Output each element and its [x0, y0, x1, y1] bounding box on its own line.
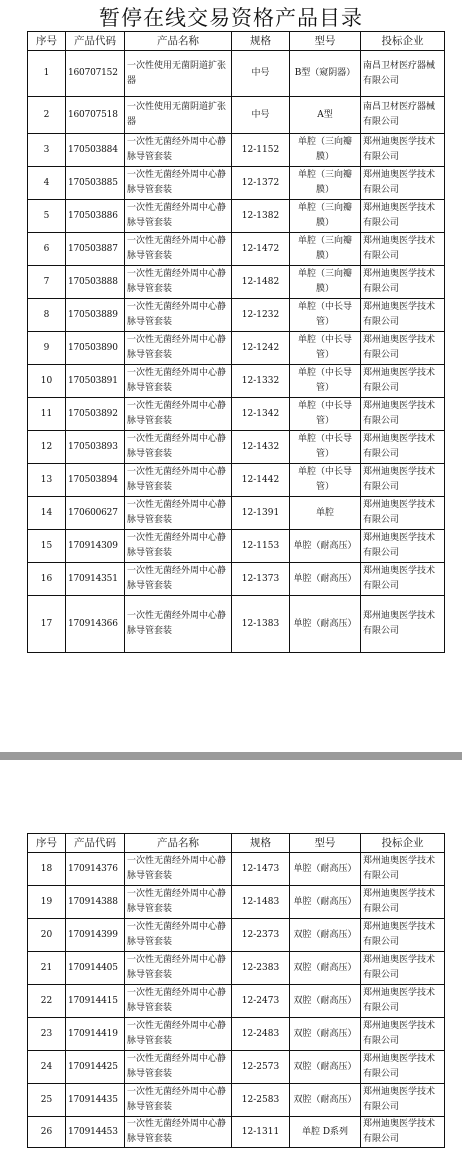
cell-enterprise: 郑州迪奥医学技术有限公司	[361, 266, 445, 299]
cell-product-name: 一次性使用无菌阴道扩张器	[125, 97, 232, 134]
cell-seq: 14	[28, 497, 66, 530]
cell-seq: 16	[28, 563, 66, 596]
header-seq: 序号	[28, 834, 66, 853]
cell-product-name: 一次性无菌经外周中心静脉导管套装	[125, 952, 232, 985]
cell-seq: 4	[28, 167, 66, 200]
cell-model: 单腔（中长导管）	[290, 365, 361, 398]
cell-product-code: 170914366	[66, 596, 125, 653]
cell-enterprise: 郑州迪奥医学技术有限公司	[361, 886, 445, 919]
cell-spec: 12-2483	[232, 1018, 290, 1051]
cell-spec: 12-1472	[232, 233, 290, 266]
table-row	[28, 1084, 445, 1117]
header-code: 产品代码	[66, 32, 125, 51]
cell-product-name: 一次性无菌经外周中心静脉导管套装	[125, 167, 232, 200]
cell-product-name: 一次性无菌经外周中心静脉导管套装	[125, 919, 232, 952]
cell-product-name: 一次性无菌经外周中心静脉导管套装	[125, 233, 232, 266]
cell-model: 单腔 D系列	[290, 1117, 361, 1148]
cell-seq: 26	[28, 1117, 66, 1148]
cell-product-code: 170503887	[66, 233, 125, 266]
cell-model: 双腔（耐高压）	[290, 952, 361, 985]
cell-seq: 9	[28, 332, 66, 365]
cell-model: 双腔（耐高压）	[290, 919, 361, 952]
cell-seq: 18	[28, 853, 66, 886]
cell-enterprise: 郑州迪奥医学技术有限公司	[361, 332, 445, 365]
table-row	[28, 299, 445, 332]
cell-model: 双腔（耐高压）	[290, 985, 361, 1018]
cell-spec: 12-1311	[232, 1117, 290, 1148]
cell-seq: 23	[28, 1018, 66, 1051]
header-model: 型号	[290, 834, 361, 853]
cell-seq: 24	[28, 1051, 66, 1084]
cell-model: 单腔（三向瓣膜）	[290, 266, 361, 299]
cell-spec: 12-2473	[232, 985, 290, 1018]
cell-model: 单腔（三向瓣膜）	[290, 134, 361, 167]
cell-seq: 1	[28, 51, 66, 97]
cell-enterprise: 郑州迪奥医学技术有限公司	[361, 1084, 445, 1117]
header-model: 型号	[290, 32, 361, 51]
cell-product-code: 170503893	[66, 431, 125, 464]
header-name: 产品名称	[125, 32, 232, 51]
cell-product-code: 170503884	[66, 134, 125, 167]
page-separator	[0, 752, 462, 760]
cell-spec: 12-1442	[232, 464, 290, 497]
cell-seq: 15	[28, 530, 66, 563]
catalog-table-page-2	[27, 833, 445, 1148]
table-row	[28, 596, 445, 653]
table-row	[28, 464, 445, 497]
cell-seq: 3	[28, 134, 66, 167]
cell-model: 单腔（中长导管）	[290, 398, 361, 431]
cell-product-code: 170503892	[66, 398, 125, 431]
cell-enterprise: 郑州迪奥医学技术有限公司	[361, 200, 445, 233]
cell-product-code: 170914425	[66, 1051, 125, 1084]
cell-product-code: 170503894	[66, 464, 125, 497]
cell-model: 单腔（三向瓣膜）	[290, 233, 361, 266]
table-row	[28, 530, 445, 563]
table-row	[28, 233, 445, 266]
cell-seq: 21	[28, 952, 66, 985]
cell-spec: 12-1432	[232, 431, 290, 464]
cell-enterprise: 郑州迪奥医学技术有限公司	[361, 853, 445, 886]
cell-enterprise: 郑州迪奥医学技术有限公司	[361, 431, 445, 464]
cell-product-name: 一次性无菌经外周中心静脉导管套装	[125, 886, 232, 919]
cell-model: 单腔（耐高压）	[290, 530, 361, 563]
table-row	[28, 853, 445, 886]
cell-model: 单腔（耐高压）	[290, 596, 361, 653]
cell-spec: 12-1382	[232, 200, 290, 233]
cell-spec: 12-1482	[232, 266, 290, 299]
cell-enterprise: 郑州迪奥医学技术有限公司	[361, 497, 445, 530]
cell-enterprise: 郑州迪奥医学技术有限公司	[361, 365, 445, 398]
cell-enterprise: 郑州迪奥医学技术有限公司	[361, 919, 445, 952]
table-row	[28, 985, 445, 1018]
cell-enterprise: 郑州迪奥医学技术有限公司	[361, 398, 445, 431]
cell-spec: 12-2573	[232, 1051, 290, 1084]
cell-enterprise: 郑州迪奥医学技术有限公司	[361, 952, 445, 985]
cell-spec: 12-2383	[232, 952, 290, 985]
cell-product-name: 一次性无菌经外周中心静脉导管套装	[125, 1051, 232, 1084]
table-row	[28, 886, 445, 919]
header-enterprise: 投标企业	[361, 32, 445, 51]
cell-product-code: 170914415	[66, 985, 125, 1018]
cell-product-code: 170503891	[66, 365, 125, 398]
table-row	[28, 563, 445, 596]
cell-enterprise: 郑州迪奥医学技术有限公司	[361, 596, 445, 653]
cell-product-name: 一次性无菌经外周中心静脉导管套装	[125, 1084, 232, 1117]
cell-spec: 12-1391	[232, 497, 290, 530]
table-row	[28, 398, 445, 431]
cell-model: 单腔	[290, 497, 361, 530]
cell-product-name: 一次性无菌经外周中心静脉导管套装	[125, 853, 232, 886]
cell-model: 单腔（中长导管）	[290, 431, 361, 464]
cell-product-code: 170503888	[66, 266, 125, 299]
cell-enterprise: 郑州迪奥医学技术有限公司	[361, 530, 445, 563]
cell-product-code: 170914435	[66, 1084, 125, 1117]
cell-enterprise: 郑州迪奥医学技术有限公司	[361, 1117, 445, 1148]
cell-product-code: 170914419	[66, 1018, 125, 1051]
cell-seq: 20	[28, 919, 66, 952]
cell-product-name: 一次性无菌经外周中心静脉导管套装	[125, 985, 232, 1018]
cell-enterprise: 郑州迪奥医学技术有限公司	[361, 167, 445, 200]
cell-model: 单腔（中长导管）	[290, 299, 361, 332]
cell-spec: 中号	[232, 51, 290, 97]
cell-spec: 12-1152	[232, 134, 290, 167]
cell-spec: 12-1232	[232, 299, 290, 332]
header-spec: 规格	[232, 32, 290, 51]
cell-seq: 19	[28, 886, 66, 919]
cell-enterprise: 郑州迪奥医学技术有限公司	[361, 563, 445, 596]
table-row	[28, 51, 445, 97]
table-row	[28, 1018, 445, 1051]
cell-product-code: 170600627	[66, 497, 125, 530]
cell-seq: 7	[28, 266, 66, 299]
cell-model: 单腔（三向瓣膜）	[290, 167, 361, 200]
table-row	[28, 134, 445, 167]
cell-model: 单腔（耐高压）	[290, 886, 361, 919]
cell-spec: 12-1342	[232, 398, 290, 431]
cell-model: 单腔（中长导管）	[290, 332, 361, 365]
cell-product-name: 一次性无菌经外周中心静脉导管套装	[125, 530, 232, 563]
cell-product-name: 一次性无菌经外周中心静脉导管套装	[125, 332, 232, 365]
cell-seq: 2	[28, 97, 66, 134]
cell-product-name: 一次性无菌经外周中心静脉导管套装	[125, 1117, 232, 1148]
table-row	[28, 952, 445, 985]
table-row	[28, 266, 445, 299]
cell-product-code: 170914351	[66, 563, 125, 596]
cell-seq: 10	[28, 365, 66, 398]
cell-product-code: 170914399	[66, 919, 125, 952]
cell-spec: 12-1383	[232, 596, 290, 653]
cell-enterprise: 郑州迪奥医学技术有限公司	[361, 464, 445, 497]
page-title: 暂停在线交易资格产品目录	[99, 6, 363, 30]
cell-seq: 25	[28, 1084, 66, 1117]
cell-spec: 12-2583	[232, 1084, 290, 1117]
cell-model: A型	[290, 97, 361, 134]
cell-product-name: 一次性无菌经外周中心静脉导管套装	[125, 1018, 232, 1051]
cell-spec: 12-2373	[232, 919, 290, 952]
table-row	[28, 332, 445, 365]
cell-product-name: 一次性无菌经外周中心静脉导管套装	[125, 431, 232, 464]
table-header-row	[28, 32, 445, 51]
cell-product-name: 一次性无菌经外周中心静脉导管套装	[125, 497, 232, 530]
cell-seq: 22	[28, 985, 66, 1018]
cell-model: 单腔（中长导管）	[290, 464, 361, 497]
cell-product-name: 一次性无菌经外周中心静脉导管套装	[125, 365, 232, 398]
table-row	[28, 497, 445, 530]
cell-product-code: 170914376	[66, 853, 125, 886]
table-row	[28, 919, 445, 952]
table-row	[28, 167, 445, 200]
cell-product-code: 160707152	[66, 51, 125, 97]
cell-enterprise: 南昌卫材医疗器械有限公司	[361, 97, 445, 134]
cell-model: 单腔（三向瓣膜）	[290, 200, 361, 233]
cell-spec: 12-1153	[232, 530, 290, 563]
cell-product-code: 170914309	[66, 530, 125, 563]
table-row	[28, 200, 445, 233]
cell-product-code: 170503889	[66, 299, 125, 332]
cell-enterprise: 郑州迪奥医学技术有限公司	[361, 1018, 445, 1051]
cell-seq: 17	[28, 596, 66, 653]
cell-seq: 5	[28, 200, 66, 233]
cell-spec: 12-1242	[232, 332, 290, 365]
cell-product-name: 一次性使用无菌阴道扩张器	[125, 51, 232, 97]
cell-spec: 12-1372	[232, 167, 290, 200]
cell-product-code: 160707518	[66, 97, 125, 134]
cell-product-code: 170503885	[66, 167, 125, 200]
table-row	[28, 1051, 445, 1084]
cell-enterprise: 郑州迪奥医学技术有限公司	[361, 985, 445, 1018]
cell-spec: 12-1373	[232, 563, 290, 596]
cell-spec: 12-1483	[232, 886, 290, 919]
cell-model: 双腔（耐高压）	[290, 1018, 361, 1051]
cell-product-code: 170914453	[66, 1117, 125, 1148]
cell-product-name: 一次性无菌经外周中心静脉导管套装	[125, 563, 232, 596]
table-row	[28, 97, 445, 134]
cell-seq: 13	[28, 464, 66, 497]
cell-model: 双腔（耐高压）	[290, 1051, 361, 1084]
table-row	[28, 1117, 445, 1148]
table-header-row	[28, 834, 445, 853]
cell-spec: 12-1473	[232, 853, 290, 886]
cell-enterprise: 南昌卫材医疗器械有限公司	[361, 51, 445, 97]
table-row	[28, 365, 445, 398]
cell-product-code: 170914388	[66, 886, 125, 919]
cell-enterprise: 郑州迪奥医学技术有限公司	[361, 134, 445, 167]
cell-model: B型（窥阴器）	[290, 51, 361, 97]
cell-spec: 中号	[232, 97, 290, 134]
header-name: 产品名称	[125, 834, 232, 853]
cell-product-code: 170914405	[66, 952, 125, 985]
cell-product-name: 一次性无菌经外周中心静脉导管套装	[125, 266, 232, 299]
header-seq: 序号	[28, 32, 66, 51]
cell-model: 单腔（耐高压）	[290, 853, 361, 886]
cell-model: 双腔（耐高压）	[290, 1084, 361, 1117]
header-spec: 规格	[232, 834, 290, 853]
cell-product-code: 170503886	[66, 200, 125, 233]
cell-seq: 12	[28, 431, 66, 464]
cell-model: 单腔（耐高压）	[290, 563, 361, 596]
cell-product-name: 一次性无菌经外周中心静脉导管套装	[125, 398, 232, 431]
cell-product-name: 一次性无菌经外周中心静脉导管套装	[125, 464, 232, 497]
catalog-table-page-1	[27, 31, 445, 653]
cell-enterprise: 郑州迪奥医学技术有限公司	[361, 299, 445, 332]
cell-product-name: 一次性无菌经外周中心静脉导管套装	[125, 200, 232, 233]
cell-product-code: 170503890	[66, 332, 125, 365]
cell-seq: 6	[28, 233, 66, 266]
cell-enterprise: 郑州迪奥医学技术有限公司	[361, 233, 445, 266]
header-code: 产品代码	[66, 834, 125, 853]
header-enterprise: 投标企业	[361, 834, 445, 853]
cell-enterprise: 郑州迪奥医学技术有限公司	[361, 1051, 445, 1084]
table-row	[28, 431, 445, 464]
cell-seq: 11	[28, 398, 66, 431]
cell-product-name: 一次性无菌经外周中心静脉导管套装	[125, 134, 232, 167]
cell-product-name: 一次性无菌经外周中心静脉导管套装	[125, 596, 232, 653]
cell-spec: 12-1332	[232, 365, 290, 398]
cell-product-name: 一次性无菌经外周中心静脉导管套装	[125, 299, 232, 332]
cell-seq: 8	[28, 299, 66, 332]
